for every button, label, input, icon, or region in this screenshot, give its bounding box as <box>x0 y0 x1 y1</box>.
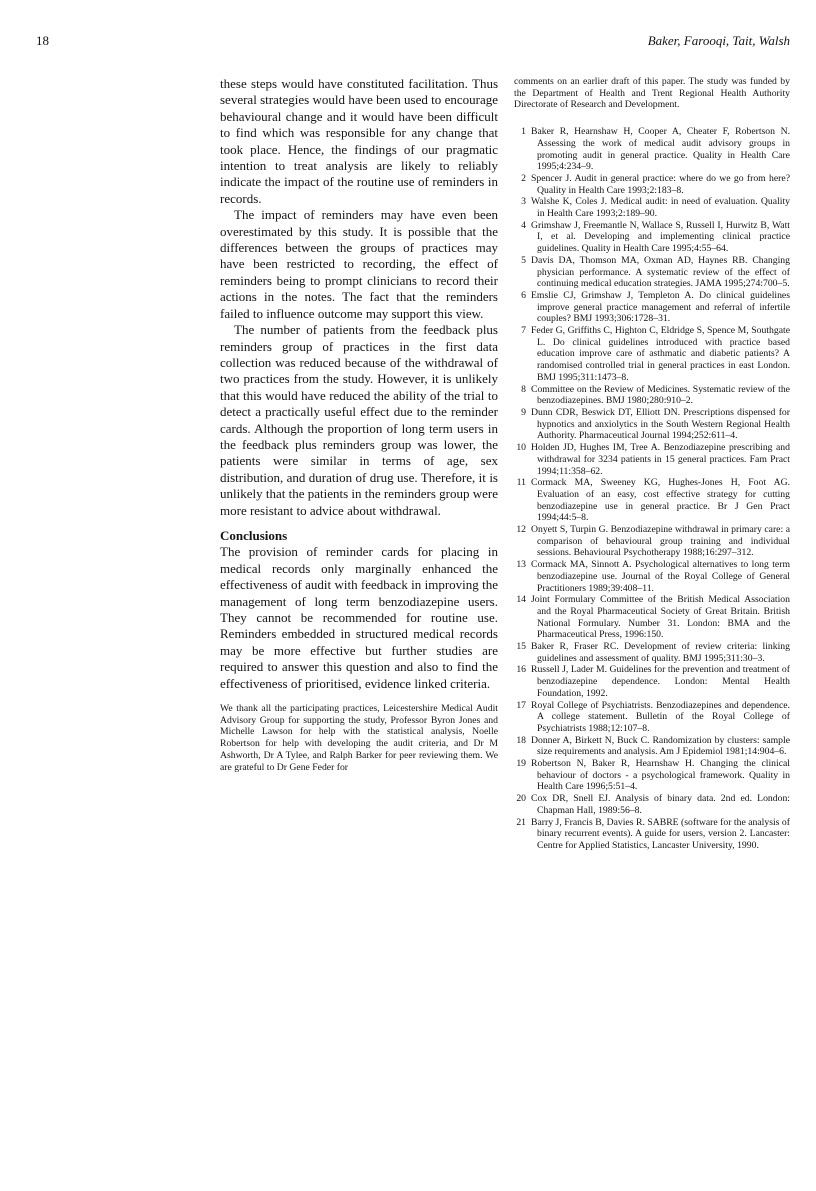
page-content <box>220 76 790 852</box>
reference-number: 9 <box>521 406 526 418</box>
running-head-authors: Baker, Farooqi, Tait, Walsh <box>647 33 790 48</box>
reference-text: Spencer J. Audit in general practice: where do we go from here? Quality in Health Care 1993;2:183–8. <box>531 172 790 196</box>
reference-text: Cormack MA, Sinnott A. Psychological alternatives to long term benzodiazepine use. Journal of the Royal College of General Practitioners 1989;39:408–11. <box>531 559 790 594</box>
conclusions-heading: Conclusions <box>220 527 288 543</box>
reference-item <box>514 407 790 442</box>
conclusions-paragraph: The provision of reminder cards for placing in medical records only marginally enhanced the effectiveness of audit with feedback in improving the management of long term benzodiazepine users. They cannot be recommended for routine use. Reminders embedded in structured medical records may be more effective but further studies are required to answer this question and also to find the effectiveness of prioritised, evidence linked criteria. <box>220 544 498 691</box>
reference-item <box>514 559 790 594</box>
left-column <box>220 76 498 852</box>
reference-number: 8 <box>521 383 526 395</box>
paragraph: The number of patients from the feedback plus reminders group of practices in the first data collection was reduced because of the withdrawal of two practices from the study. However, it is unlikely that this would have reduced the ability of the trial to detect a practically useful effect due to the reminder cards. Although the proportion of long term users in the feedback plus reminders group was lower, the patients were similar in terms of age, sex distribution, and duration of drug use. Therefore, it is unlikely that the patients in the reminders group were more resistant to advice about withdrawal. <box>220 322 498 518</box>
reference-number: 15 <box>516 641 526 653</box>
funding-note: comments on an earlier draft of this paper. The study was funded by the Department of Health and Trent Regional Health Authority Directorate of Research and Development. <box>514 76 790 111</box>
reference-item <box>514 384 790 407</box>
reference-item <box>514 325 790 384</box>
reference-number: 4 <box>521 219 526 231</box>
reference-text: Committee on the Review of Medicines. Systematic review of the benzodiazepines. BMJ 1980;280:910–2. <box>531 383 790 407</box>
reference-item <box>514 793 790 816</box>
reference-item <box>514 255 790 290</box>
reference-number: 13 <box>516 559 526 571</box>
reference-item <box>514 594 790 641</box>
reference-item <box>514 220 790 255</box>
paragraph: The impact of reminders may have even been overestimated by this study. It is possible that the differences between the groups of practices may have been restricted to recording, the effect of reminders being to prompt clinicians to record their actions in the notes. The fact that the reminders failed to influence outcome may support this view. <box>220 207 498 321</box>
reference-item <box>514 196 790 219</box>
reference-item <box>514 477 790 524</box>
reference-text: Grimshaw J, Freemantle N, Wallace S, Russell I, Hurwitz B, Watt I, et al. Developing and implementing clinical practice guidelines. Quality in Health Care 1995;4:55–64. <box>531 219 790 255</box>
reference-item <box>514 173 790 196</box>
reference-item <box>514 126 790 173</box>
reference-item <box>514 524 790 559</box>
reference-number: 10 <box>516 442 526 454</box>
reference-text: Walshe K, Coles J. Medical audit: in need of evaluation. Quality in Health Care 1993;2:189–90. <box>531 196 790 220</box>
reference-text: Onyett S, Turpin G. Benzodiazepine withdrawal in primary care: a comparison of behavioural group training and individual sessions. Behavioural Psychotherapy 1988;16:297–312. <box>531 524 790 559</box>
references-list <box>514 126 790 852</box>
reference-item <box>514 700 790 735</box>
reference-number: 1 <box>521 126 526 138</box>
body-paragraphs <box>220 76 498 519</box>
reference-text: Joint Formulary Committee of the British Medical Association and the Royal Pharmaceutical Society of Great Britain. British National Formulary. Number 31. London: BMA and the Pharmaceutical Press, 1996:150. <box>531 594 790 641</box>
reference-text: Baker R, Fraser RC. Development of review criteria: linking guidelines and assessment of quality. BMJ 1995;311:30–3. <box>531 641 790 664</box>
page-header <box>36 33 790 49</box>
reference-number: 12 <box>516 524 526 536</box>
reference-number: 21 <box>516 816 526 828</box>
paragraph: these steps would have constituted facilitation. Thus several strategies would have been used to encourage behavioural change and it would have been difficult to find which was responsible for any change that took place. Hence, the findings of our pragmatic intention to treat analysis are likely to reliably indicate the impact of the routine use of reminders in records. <box>220 76 498 206</box>
reference-text: Dunn CDR, Beswick DT, Elliott DN. Prescriptions dispensed for hypnotics and anxiolytics in the South Western Regional Health Authority. Pharmaceutical Journal 1994;252:611–4. <box>531 406 790 442</box>
reference-text: Feder G, Griffiths C, Highton C, Eldridge S, Spence M, Southgate L. Do clinical guidelines introduced with practice based education improve care of asthmatic and diabetic patients? A randomised controlled trial in general practices in east London. BMJ 1995;311:1473–8. <box>531 325 790 383</box>
reference-number: 20 <box>516 793 526 805</box>
reference-item <box>514 442 790 477</box>
reference-number: 18 <box>516 734 526 746</box>
reference-number: 6 <box>521 289 526 301</box>
reference-text: Royal College of Psychiatrists. Benzodiazepines and dependence. A college statement. Bulletin of the Royal College of Psychiatrists 1988;12:107–8. <box>531 699 790 734</box>
reference-text: Cox DR, Snell EJ. Analysis of binary data. 2nd ed. London: Chapman Hall, 1989:56–8. <box>531 793 790 816</box>
reference-text: Robertson N, Baker R, Hearnshaw H. Changing the clinical behaviour of doctors - a psychological framework. Quality in Health Care 1996;5:51–4. <box>531 758 790 793</box>
reference-item <box>514 735 790 758</box>
reference-number: 11 <box>516 477 526 489</box>
reference-number: 16 <box>516 664 526 676</box>
right-column <box>514 76 790 852</box>
reference-item <box>514 641 790 664</box>
reference-item <box>514 817 790 852</box>
reference-item <box>514 664 790 699</box>
reference-text: Baker R, Hearnshaw H, Cooper A, Cheater F, Robertson N. Assessing the work of medical audit advisory groups in promoting audit in general practice. Quality in Health Care 1995;4:234–9. <box>531 126 790 173</box>
reference-text: Davis DA, Thomson MA, Oxman AD, Haynes RB. Changing physician performance. A systematic review of the effect of continuing medical education strategies. JAMA 1995;274:700–5. <box>531 254 790 290</box>
reference-number: 19 <box>516 758 526 770</box>
reference-item <box>514 290 790 325</box>
reference-number: 2 <box>521 172 526 184</box>
reference-text: Barry J, Francis B, Davies R. SABRE (software for the analysis of binary recurrent events). A guide for users, version 2. Lancaster: Centre for Applied Statistics, Lancaster University, 1990. <box>531 816 790 851</box>
reference-number: 5 <box>521 254 526 266</box>
page-number: 18 <box>36 33 49 48</box>
reference-text: Holden JD, Hughes IM, Tree A. Benzodiazepine prescribing and withdrawal for 3234 patients in 15 general practices. Fam Pract 1994;11:358–62. <box>531 442 790 477</box>
reference-item <box>514 758 790 793</box>
reference-text: Donner A, Birkett N, Buck C. Randomization by clusters: sample size requirements and analysis. Am J Epidemiol 1981;14:904–6. <box>531 734 790 758</box>
reference-text: Russell J, Lader M. Guidelines for the prevention and treatment of benzodiazepine dependence. London: Mental Health Foundation, 1992. <box>531 664 790 699</box>
acknowledgments-note: We thank all the participating practices, Leicestershire Medical Audit Advisory Group for supporting the study, Professor Byron Jones and Michelle Lawson for help with the statistical analysis, Noelle Robertson for help with developing the audit criteria, and Dr M Ashworth, Dr A Tylee, and Ralph Barker for peer reviewing them. We are grateful to Dr Gene Feder for <box>220 703 498 773</box>
reference-number: 7 <box>521 325 526 337</box>
reference-number: 14 <box>516 594 526 606</box>
reference-number: 3 <box>521 196 526 208</box>
reference-text: Emslie CJ, Grimshaw J, Templeton A. Do clinical guidelines improve general practice management and referral of infertile couples? BMJ 1993;306:1728–31. <box>531 289 790 325</box>
reference-number: 17 <box>516 699 526 711</box>
reference-text: Cormack MA, Sweeney KG, Hughes-Jones H, Foot AG. Evaluation of an easy, cost effective strategy for cutting benzodiazepine use in general practice. Br J Gen Pract 1994;44:5–8. <box>531 477 790 524</box>
